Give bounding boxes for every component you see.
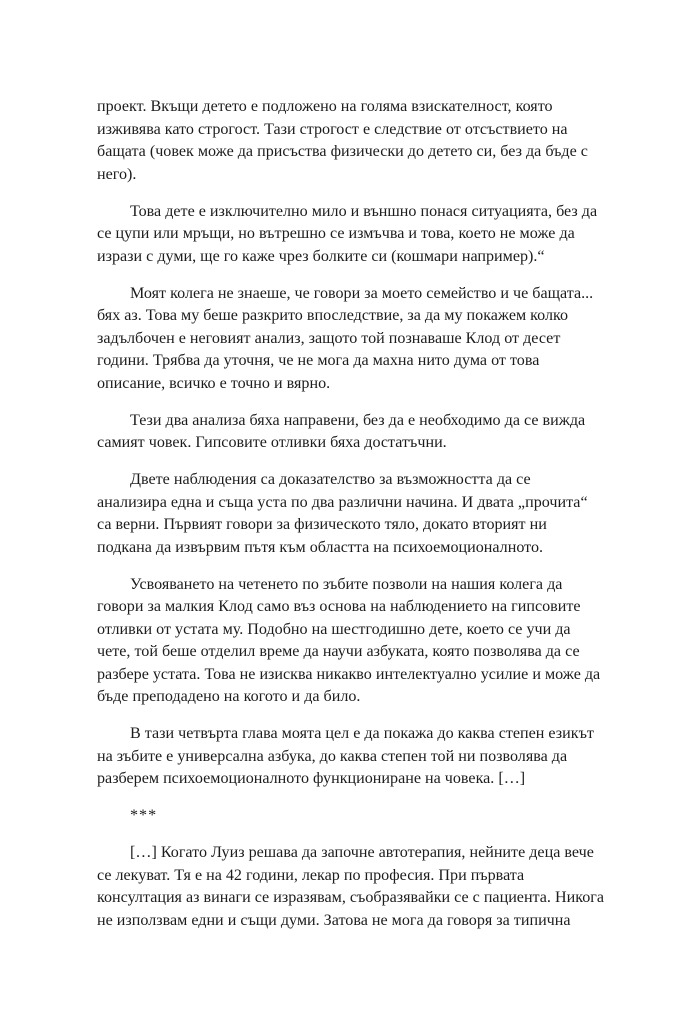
text-line: изживява като строгост. Тази строгост е следствие от отсъствието на [97,120,568,138]
text-line: Двете наблюдения са доказателство за възможността да се [130,471,531,488]
text-line: чете, той беше отделил време да научи азбуката, която позволява да се [97,643,580,660]
section-separator: *** [130,807,158,824]
text-line: се цупи или мръщи, но вътрешно се измъчва и това, което не може да [97,225,575,242]
paragraph-closing [97,842,605,932]
paragraph-4 [97,410,601,455]
text-line: разбере устата. Това не изисква никакво интелектуално усилие и може да [97,665,601,683]
text-line: В тази четвърта глава моята цел е да покажа до каква степен езикът [130,725,594,742]
text-line: Тези два анализа бяха направени, без да е необходимо да се вижда [130,411,586,429]
text-line: се лекуват. Тя е на 42 години, лекар по професия. При първата [97,866,525,884]
paragraph-7 [97,723,601,791]
text-line: Усвояването на четенето по зъбите позволи на нашия колега да [130,575,563,593]
text-line: проект. Вкъщи детето е подложено на голяма взискателност, която [97,98,553,115]
text-line: говори за малкия Клод само въз основа на наблюдението на гипсовите [97,598,581,615]
body-text [97,96,605,947]
text-line: бъде преподадено на когото и да било. [97,688,361,705]
text-line: […] Когато Луиз решава да започне автотерапия, нейните деца вече [130,844,594,861]
text-line: Това дете е изключително мило и външно понася ситуацията, без да [130,202,598,220]
text-line: разберем психоемоционалното функциониране на човека. […] [97,770,526,787]
text-line: не използвам едни и същи думи. Затова не мога да говоря за типична [97,911,571,929]
text-line: бащата (човек може да присъства физически до детето си, без да бъде с [97,143,588,160]
text-line: консултация аз винаги се изразявам, съобразявайки се с пациента. Никога [97,889,605,906]
text-line: анализира една и съща уста по два различни начина. И двата „прочита“ [97,493,588,511]
text-line: описание, всичко е точно и вярно. [97,374,331,392]
text-line: самият човек. Гипсовите отливки бяха достатъчни. [97,434,447,451]
text-line: изрази с думи, ще го каже чрез болките си (кошмари например).“ [97,247,545,265]
text-line: задълбочен е неговият анализ, защото той познаваше Клод от десет [97,329,561,347]
paragraph-5 [97,469,601,559]
text-line: са верни. Първият говори за физическото тяло, докато вторият ни [97,516,547,533]
text-line: подкана да извървим пътя към областта на психоемоционалното. [97,538,544,556]
text-line: на зъбите е универсална азбука, до каква степен той ни позволява да [97,747,568,765]
paragraph-3 [97,283,601,396]
paragraph-2 [97,201,601,269]
text-line: отливки от устата му. Подобно на шестгодишно дете, което се учи да [97,620,571,638]
text-line: него). [97,165,137,183]
text-line: Моят колега не знаеше, че говори за моето семейство и че бащата... [130,284,594,302]
text-line: бях аз. Това му беше разкрито впоследствие, за да му покажем колко [97,307,569,324]
text-line: години. Трябва да уточня, че не мога да махна нито дума от това [97,352,540,369]
paragraph-1 [97,96,601,186]
paragraph-6 [97,574,601,709]
